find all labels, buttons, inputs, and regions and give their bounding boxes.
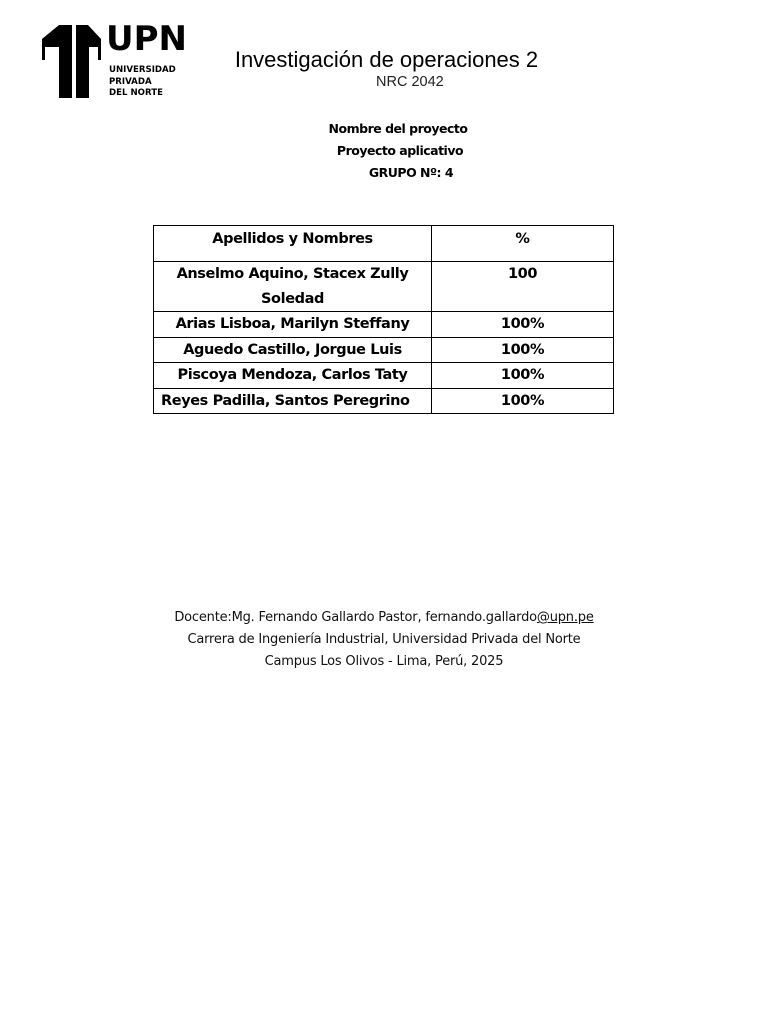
member-name: Anselmo Aquino, Stacex Zully Soledad <box>154 262 432 312</box>
table-header-row <box>154 226 614 262</box>
course-title: Investigación de operaciones 2 <box>234 47 539 72</box>
member-name: Piscoya Mendoza, Carlos Taty <box>154 363 432 389</box>
member-percent: 100 <box>432 262 614 312</box>
member-percent: 100% <box>432 337 614 363</box>
member-percent: 100% <box>432 388 614 414</box>
header-names: Apellidos y Nombres <box>154 226 432 262</box>
campus-line: Campus Los Olivos - Lima, Perú, 2025 <box>264 653 504 669</box>
member-name: Reyes Padilla, Santos Peregrino <box>154 388 432 414</box>
members-table <box>153 225 614 414</box>
table-row <box>154 337 614 363</box>
table-row <box>154 388 614 414</box>
teacher-email-domain: @upn.pe <box>536 610 594 625</box>
header-percent: % <box>432 226 614 262</box>
teacher-line <box>0 607 768 629</box>
project-group: GRUPO Nº: 4 <box>368 165 454 180</box>
teacher-text: Docente:Mg. Fernando Gallardo Pastor, fernando.gallardo <box>174 610 537 625</box>
footer <box>0 607 768 672</box>
project-info <box>0 118 768 184</box>
table-row <box>154 312 614 338</box>
project-label: Nombre del proyecto <box>328 121 468 136</box>
table-row <box>154 262 614 312</box>
member-percent: 100% <box>432 363 614 389</box>
logo-subtitle: UNIVERSIDAD PRIVADA DEL NORTE <box>109 65 176 98</box>
table-row <box>154 363 614 389</box>
member-name: Aguedo Castillo, Jorgue Luis <box>154 337 432 363</box>
logo-wordmark: UPN <box>106 19 187 59</box>
member-percent: 100% <box>432 312 614 338</box>
project-name: Proyecto aplicativo <box>336 143 464 158</box>
course-nrc: NRC 2042 <box>376 74 444 90</box>
member-name: Arias Lisboa, Marilyn Steffany <box>154 312 432 338</box>
career-line: Carrera de Ingeniería Industrial, Universidad Privada del Norte <box>187 631 581 647</box>
